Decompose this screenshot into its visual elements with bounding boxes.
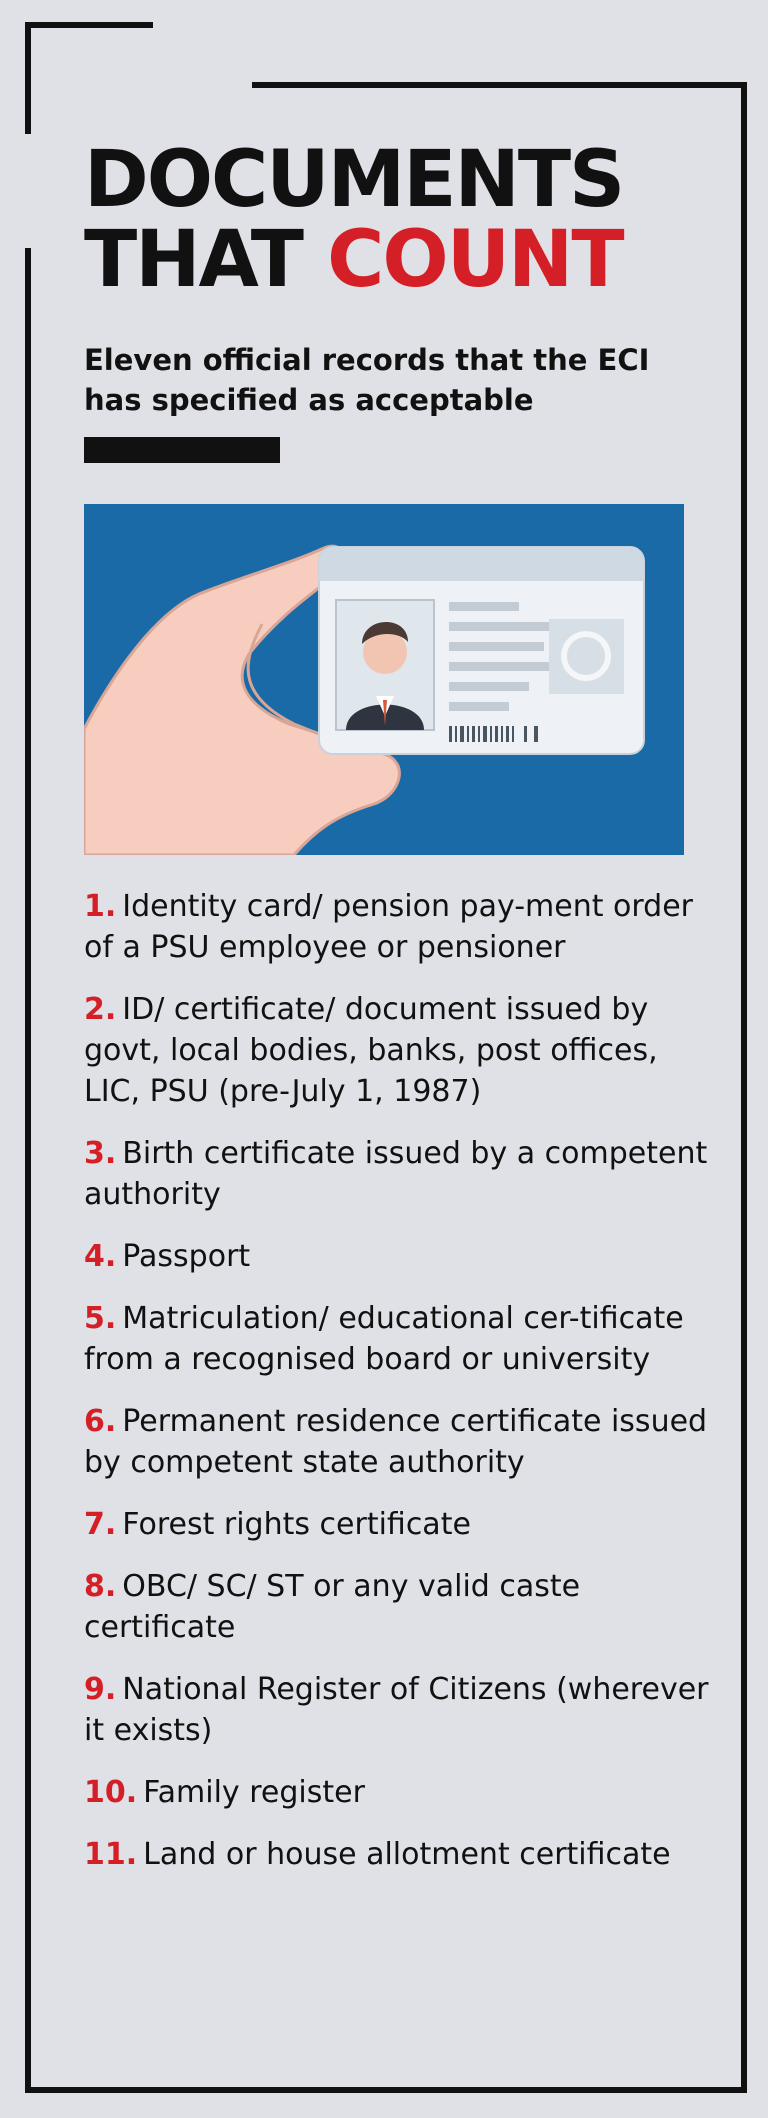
item-number: 7. <box>84 1507 117 1542</box>
title-line-2-accent: COUNT <box>327 215 623 305</box>
list-item <box>84 1504 714 1545</box>
list-item <box>84 886 714 968</box>
list-item <box>84 1298 714 1380</box>
divider-bar <box>84 437 280 463</box>
frame-line-left-lower <box>25 248 31 2093</box>
item-text: Passport <box>122 1239 251 1274</box>
item-number: 10. <box>84 1775 138 1810</box>
item-text: Permanent residence certificate issued by competent state authority <box>84 1404 708 1480</box>
hand-holding-id-card-icon <box>84 504 684 855</box>
item-number: 9. <box>84 1672 117 1707</box>
item-number: 2. <box>84 992 117 1027</box>
frame-line-top-left <box>25 22 153 28</box>
item-number: 4. <box>84 1239 117 1274</box>
page-title <box>84 135 624 305</box>
item-text: Identity card/ pension pay-ment order of a PSU employee or pensioner <box>84 889 694 965</box>
item-text: OBC/ SC/ ST or any valid caste certificate <box>84 1569 581 1645</box>
list-item <box>84 1566 714 1648</box>
title-line-2-plain: THAT <box>84 215 303 305</box>
list-item <box>84 989 714 1112</box>
item-text: National Register of Citizens (wherever it exists) <box>84 1672 709 1748</box>
item-text: Matriculation/ educational cer-tificate from a recognised board or university <box>84 1301 684 1377</box>
subtitle: Eleven official records that the ECI has specified as acceptable <box>84 343 650 417</box>
item-number: 5. <box>84 1301 117 1336</box>
frame-line-top-right <box>252 82 747 88</box>
item-text: Forest rights certificate <box>122 1507 471 1542</box>
item-number: 3. <box>84 1136 117 1171</box>
frame-line-left-upper <box>25 22 31 134</box>
item-text: Birth certificate issued by a competent authority <box>84 1136 708 1212</box>
list-item <box>84 1133 714 1215</box>
list-item <box>84 1669 714 1751</box>
documents-list <box>84 886 714 1896</box>
list-item <box>84 1236 714 1277</box>
item-number: 11. <box>84 1837 138 1872</box>
item-text: Family register <box>143 1775 365 1810</box>
frame-line-right <box>741 82 747 2093</box>
item-text: ID/ certificate/ document issued by govt, local bodies, banks, post offices, LIC, PSU (pre-July 1, 1987) <box>84 992 658 1109</box>
item-text: Land or house allotment certificate <box>143 1837 671 1872</box>
frame-line-bottom <box>25 2087 747 2093</box>
item-number: 8. <box>84 1569 117 1604</box>
list-item <box>84 1401 714 1483</box>
list-item <box>84 1772 714 1813</box>
list-item <box>84 1834 714 1875</box>
item-number: 6. <box>84 1404 117 1439</box>
title-line-1: DOCUMENTS <box>84 135 624 225</box>
item-number: 1. <box>84 889 117 924</box>
